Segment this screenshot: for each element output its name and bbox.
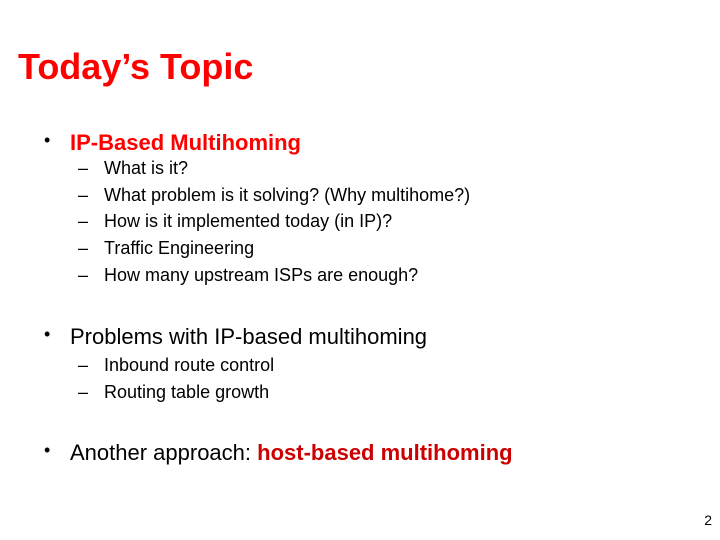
dash-glyph: – <box>78 238 89 258</box>
section1-item-text: What is it? <box>104 158 189 178</box>
section3-prefix: Another approach: <box>70 440 258 465</box>
section1-item-text: Traffic Engineering <box>104 238 255 258</box>
dash-glyph: – <box>78 211 89 231</box>
section2-item <box>78 379 269 406</box>
section2-item-text: Inbound route control <box>104 355 275 375</box>
dash-glyph: – <box>78 158 89 178</box>
section1-item <box>78 235 254 262</box>
section2-heading: Problems with IP-based multihoming <box>70 324 428 349</box>
section1-item <box>78 155 188 182</box>
dash-glyph: – <box>78 382 89 402</box>
section1-heading: IP-Based Multihoming <box>70 130 301 155</box>
bullet-ip-based-multihoming <box>44 130 301 156</box>
section1-item <box>78 262 418 289</box>
bullet-glyph: • <box>44 324 51 344</box>
section1-item-text: What problem is it solving? (Why multihome?) <box>104 185 471 205</box>
dash-glyph: – <box>78 185 89 205</box>
slide-title: Today’s Topic <box>18 46 254 87</box>
section3-highlight: host-based multihoming <box>257 440 513 465</box>
section2-item-text: Routing table growth <box>104 382 270 402</box>
section3-text <box>70 440 513 466</box>
section1-item <box>78 182 470 209</box>
page-number: 2 <box>704 512 712 528</box>
bullet-glyph: • <box>44 130 51 150</box>
section1-item-text: How is it implemented today (in IP)? <box>104 211 393 231</box>
section1-item-text: How many upstream ISPs are enough? <box>104 265 419 285</box>
dash-glyph: – <box>78 355 89 375</box>
dash-glyph: – <box>78 265 89 285</box>
bullet-glyph: • <box>44 440 51 460</box>
section1-item <box>78 208 392 235</box>
bullet-another-approach <box>44 440 513 466</box>
bullet-problems <box>44 324 427 350</box>
section2-item <box>78 352 274 379</box>
